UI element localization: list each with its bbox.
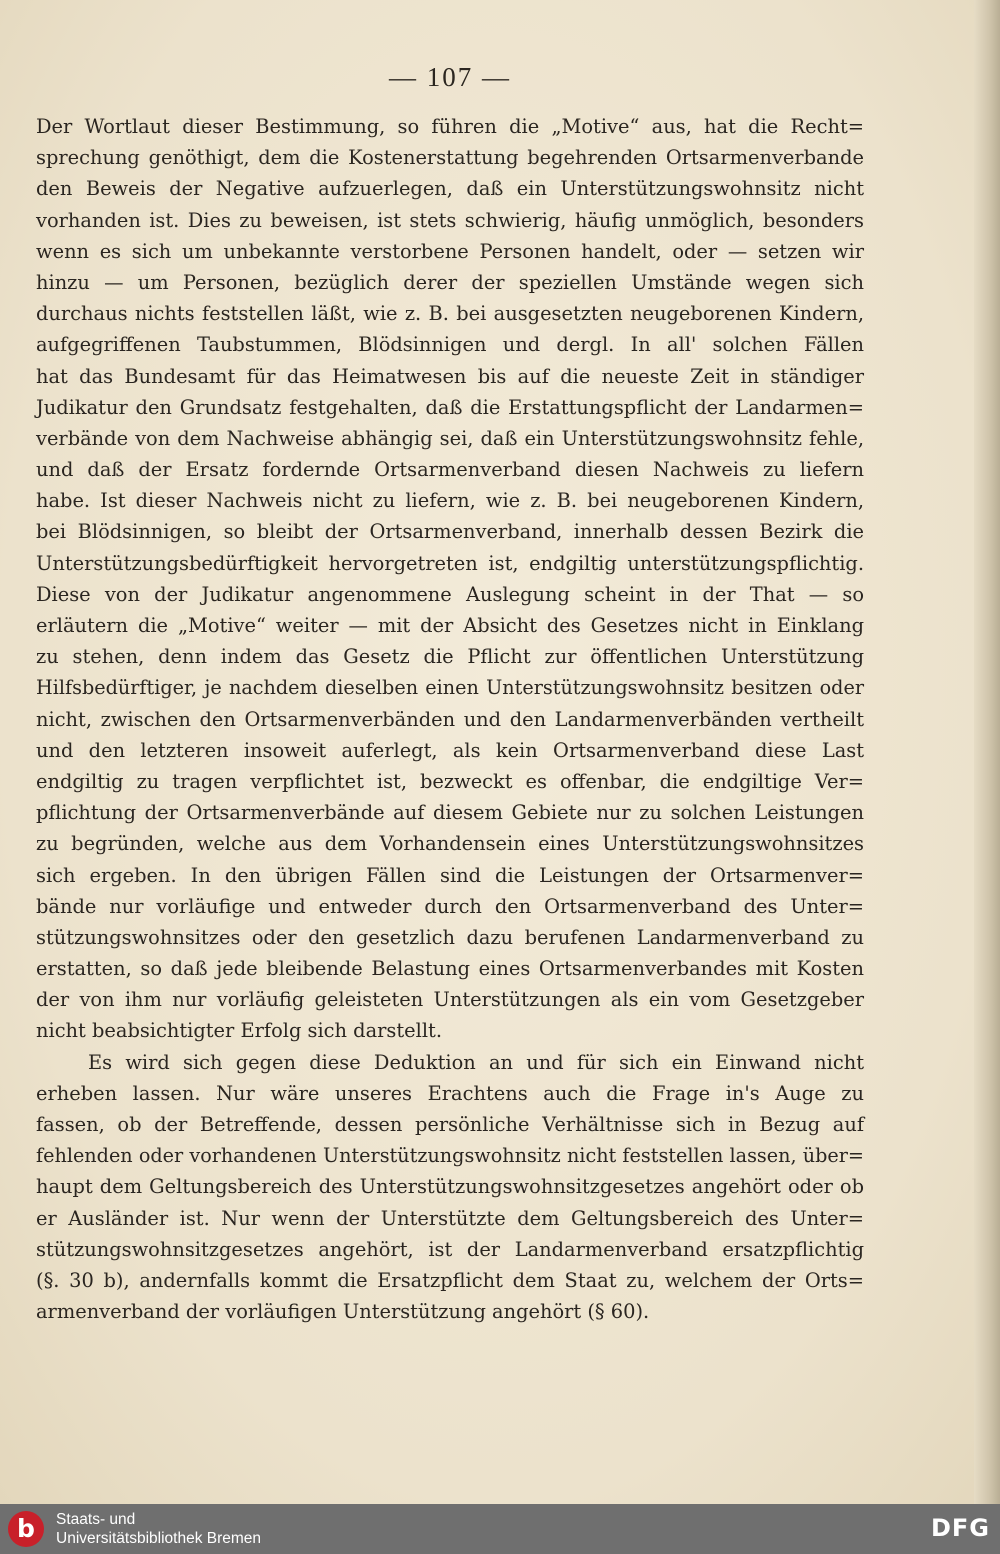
page-edge	[974, 0, 1000, 1504]
text-line: armenverband der vorläufigen Unterstützung angehört (§ 60).	[36, 1300, 650, 1324]
page-number: — 107 —	[389, 62, 511, 92]
text-line: vorhanden ist. Dies zu beweisen, ist stets schwierig, häufig unmöglich, besonders	[36, 208, 864, 232]
library-name-line-1: Staats- und	[56, 1511, 136, 1528]
text-line: zu stehen, denn indem das Gesetz die Pflicht zur öffentlichen Unterstützung	[36, 645, 864, 669]
text-line: erstatten, so daß jede bleibende Belastung eines Ortsarmenverbandes mit Kosten	[36, 957, 864, 981]
text-line: sich ergeben. In den übrigen Fällen sind die Leistungen der Ortsarmenver=	[36, 863, 864, 887]
text-line: den Beweis der Negative aufzuerlegen, daß ein Unterstützungswohnsitz nicht	[36, 177, 864, 201]
text-line: wenn es sich um unbekannte verstorbene Personen handelt, oder — setzen wir	[36, 239, 864, 263]
text-line: der von ihm nur vorläufig geleisteten Unterstützungen als ein vom Gesetzgeber	[36, 988, 864, 1012]
text-line: erheben lassen. Nur wäre unseres Erachtens auch die Frage in's Auge zu	[36, 1081, 864, 1105]
text-line: und daß der Ersatz fordernde Ortsarmenverband diesen Nachweis zu liefern	[36, 458, 864, 482]
text-line: Unterstützungsbedürftigkeit hervorgetreten ist, endgiltig unterstützungspflichtig.	[36, 551, 864, 575]
dfg-logo[interactable]: DFG	[930, 1514, 990, 1542]
text-line: Der Wortlaut dieser Bestimmung, so führen die „Motive“ aus, hat die Recht=	[36, 115, 864, 138]
text-line: endgiltig zu tragen verpflichtet ist, bezweckt es offenbar, die endgiltige Ver=	[36, 769, 864, 793]
text-line: er Ausländer ist. Nur wenn der Unterstützte dem Geltungsbereich des Unter=	[36, 1206, 864, 1230]
text-line: stützungswohnsitzgesetzes angehört, ist der Landarmenverband ersatzpflichtig	[36, 1237, 864, 1261]
library-name-line-2: Universitätsbibliothek Bremen	[56, 1530, 262, 1547]
text-line: pflichtung der Ortsarmenverbände auf diesem Gebiete nur zu solchen Leistungen	[36, 801, 864, 825]
text-line: haupt dem Geltungsbereich des Unterstützungswohnsitzgesetzes angehört oder ob	[36, 1175, 864, 1199]
text-line: zu begründen, welche aus dem Vorhandensein eines Unterstützungswohnsitzes	[36, 832, 864, 856]
text-line: erläutern die „Motive“ weiter — mit der Absicht des Gesetzes nicht in Einklang	[36, 614, 864, 637]
text-line: aufgegriffenen Taubstummen, Blödsinnigen und dergl. In all' solchen Fällen	[36, 333, 864, 357]
text-line: nicht, zwischen den Ortsarmenverbänden und den Landarmenverbänden vertheilt	[36, 707, 864, 731]
text-line: verbände von dem Nachweise abhängig sei, daß ein Unterstützungswohnsitz fehle,	[36, 426, 864, 450]
text-line: nicht beabsichtigter Erfolg sich darstellt.	[36, 1019, 443, 1043]
text-line: sprechung genöthigt, dem die Kostenerstattung begehrenden Ortsarmenverbande	[36, 146, 864, 170]
text-line: durchaus nichts feststellen läßt, wie z. B. bei ausgesetzten neugeborenen Kindern,	[36, 302, 864, 326]
text-line: Es wird sich gegen diese Deduktion an und für sich ein Einwand nicht	[88, 1050, 864, 1074]
body-text	[36, 111, 864, 1327]
library-name[interactable]	[56, 1510, 261, 1548]
text-line: stützungswohnsitzes oder den gesetzlich dazu berufenen Landarmenverband zu	[36, 925, 864, 949]
footer-bar	[0, 1504, 1000, 1554]
text-line: bei Blödsinnigen, so bleibt der Ortsarmenverband, innerhalb dessen Bezirk die	[36, 520, 864, 544]
text-line: und den letzteren insoweit auferlegt, als kein Ortsarmenverband diese Last	[36, 738, 864, 762]
text-line: bände nur vorläufige und entweder durch den Ortsarmenverband des Unter=	[36, 894, 864, 918]
text-line: Diese von der Judikatur angenommene Auslegung scheint in der That — so	[36, 582, 864, 606]
library-logo-icon[interactable]: b	[8, 1511, 44, 1547]
text-line: Judikatur den Grundsatz festgehalten, daß die Erstattungspflicht der Landarmen=	[36, 395, 864, 419]
text-line: Hilfsbedürftiger, je nachdem dieselben einen Unterstützungswohnsitz besitzen oder	[36, 676, 864, 700]
text-line: hat das Bundesamt für das Heimatwesen bis auf die neueste Zeit in ständiger	[36, 364, 864, 388]
text-line: (§. 30 b), andernfalls kommt die Ersatzpflicht dem Staat zu, welchem der Orts=	[36, 1268, 864, 1292]
text-line: fehlenden oder vorhandenen Unterstützungswohnsitz nicht feststellen lassen, über=	[36, 1144, 864, 1168]
text-line: hinzu — um Personen, bezüglich derer der speziellen Umstände wegen sich	[36, 270, 864, 294]
text-line: habe. Ist dieser Nachweis nicht zu liefern, wie z. B. bei neugeborenen Kindern,	[36, 489, 864, 513]
text-line: fassen, ob der Betreffende, dessen persönliche Verhältnisse sich in Bezug auf	[36, 1113, 864, 1136]
